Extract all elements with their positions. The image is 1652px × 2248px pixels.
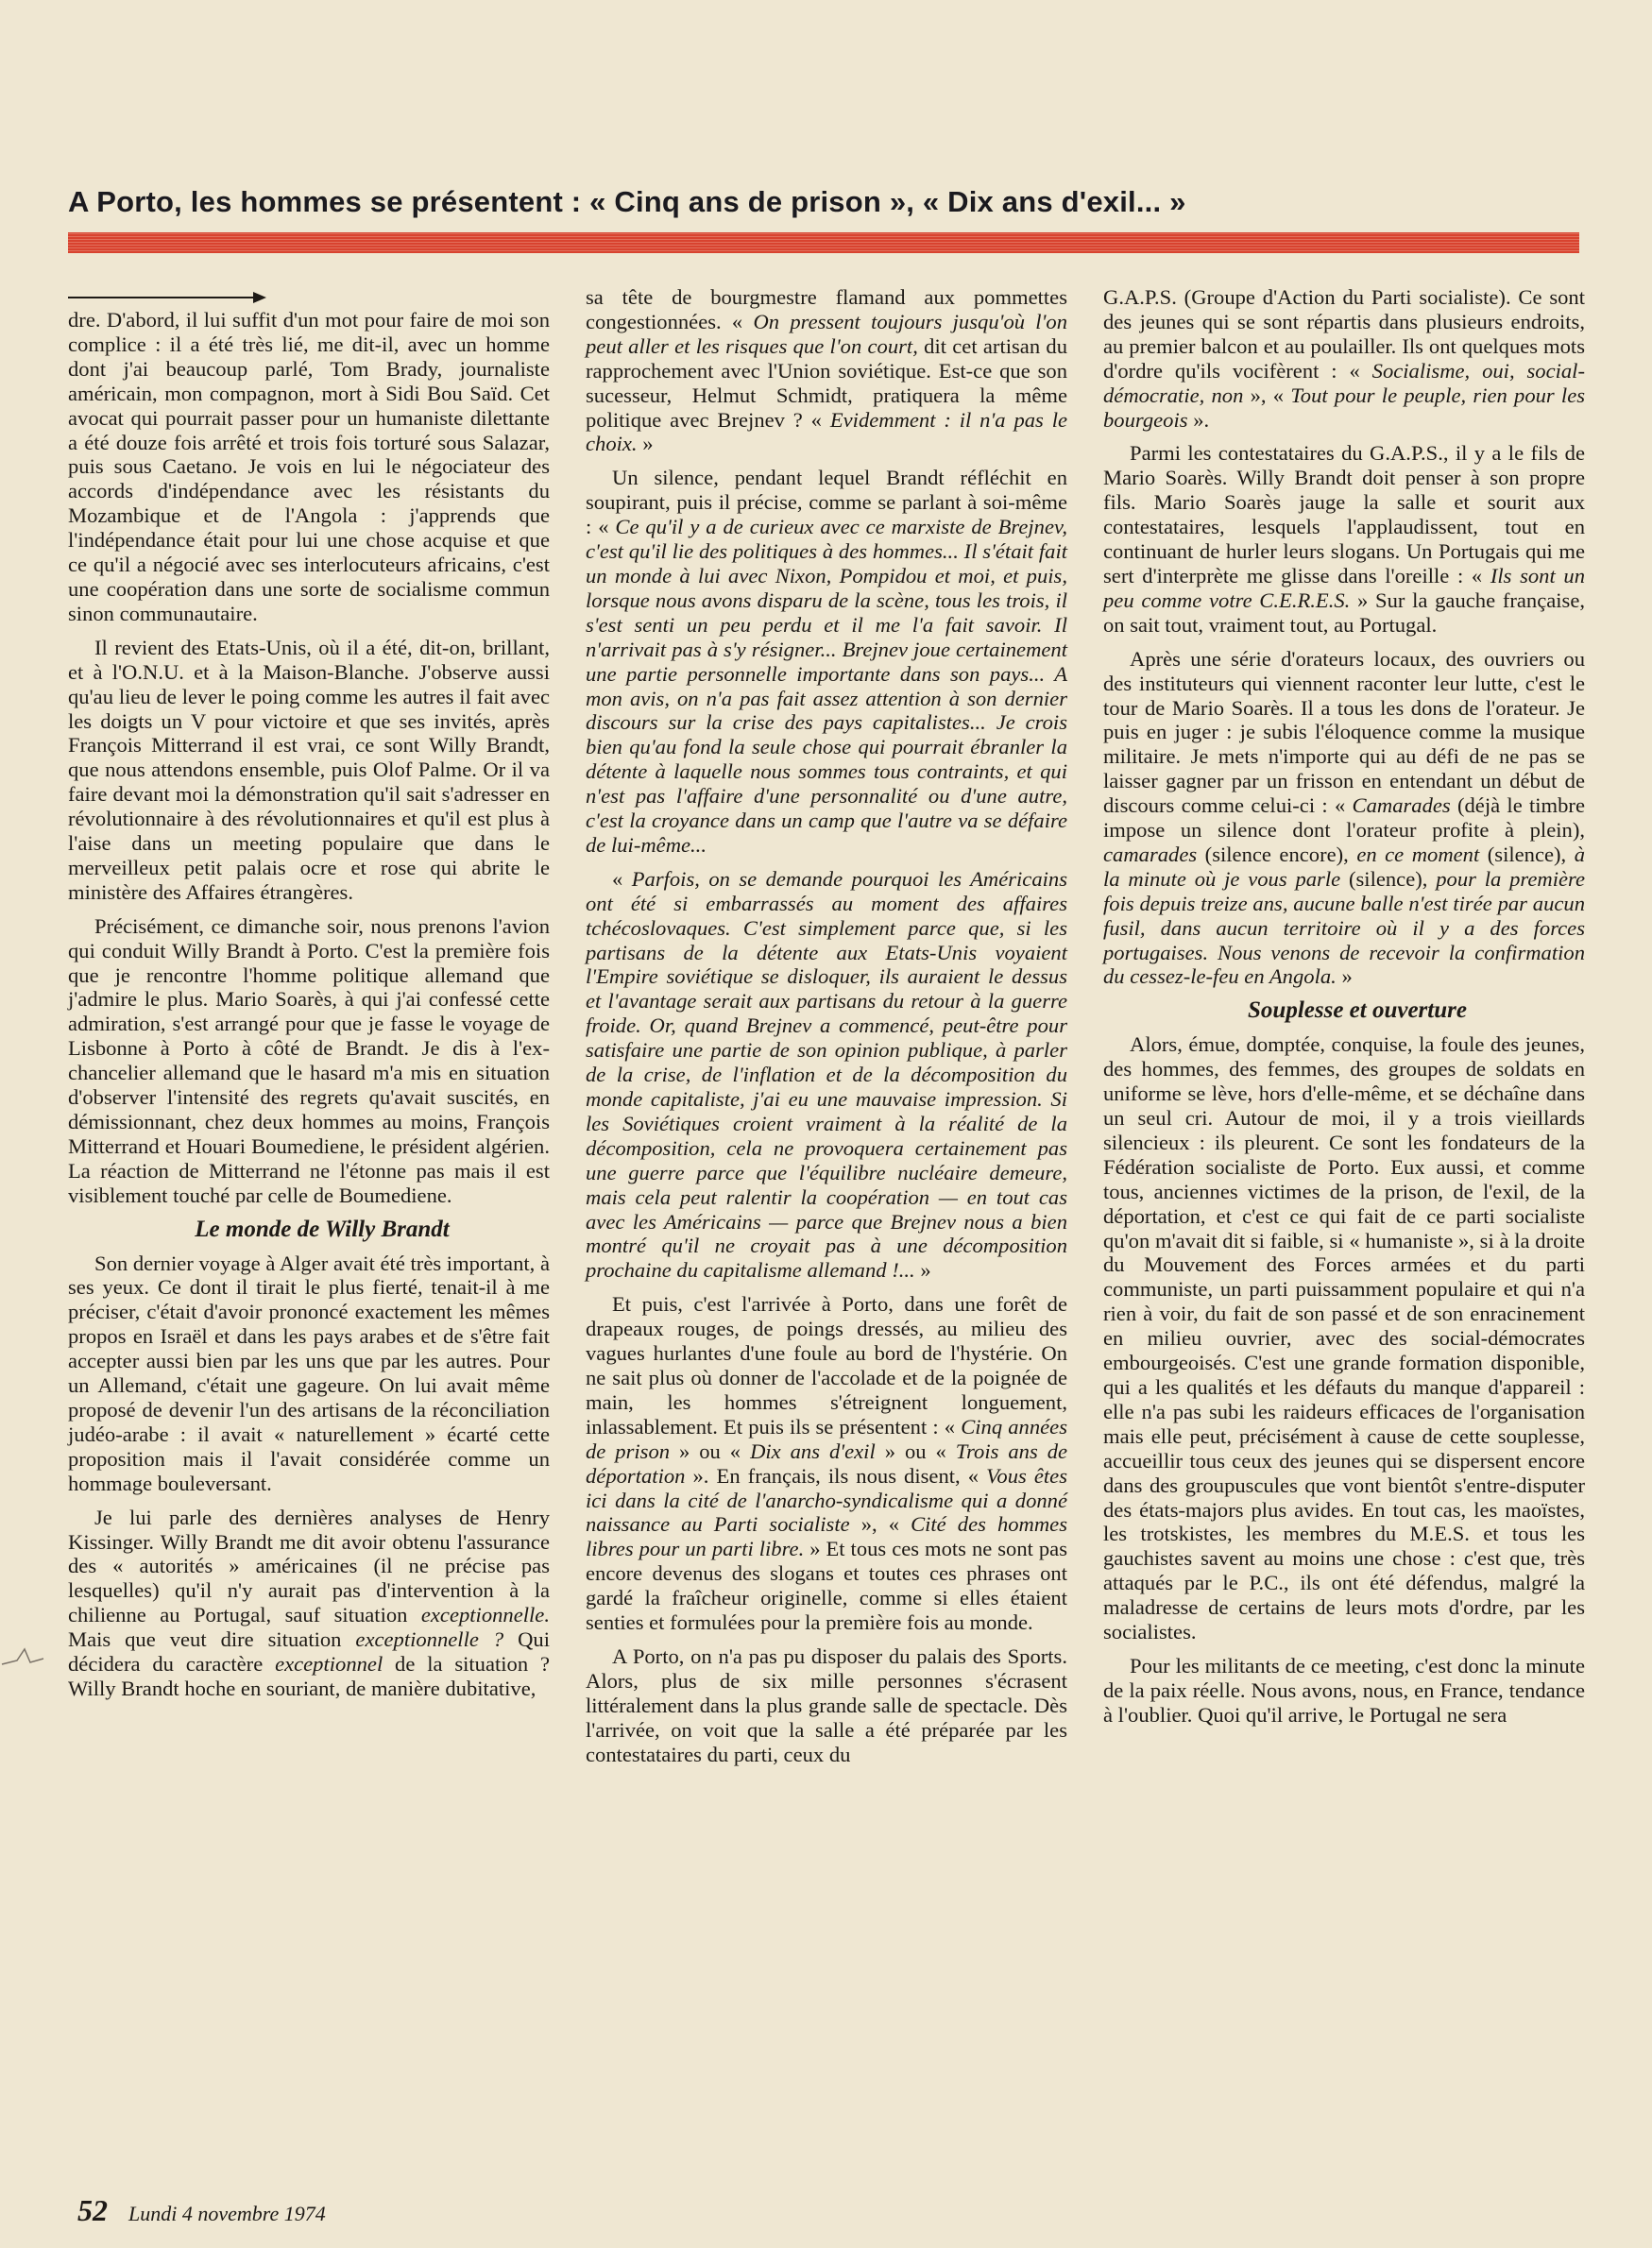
column-1 — [68, 285, 550, 1711]
text-run: » — [637, 432, 654, 456]
column-2 — [586, 285, 1067, 1776]
subheading: Souplesse et ouverture — [1248, 997, 1467, 1024]
page-footer — [77, 2193, 326, 2228]
paragraph: Son dernier voyage à Alger avait été très important, à ses yeux. Ce dont il tirait le plus fierté, tenait-il à me préciser, c'était d'avoir prononcé exactement les mêmes propos en Israël et dans les pays arabes et de s'être fait accepter aussi bien par les uns que par les autres. Pour un Allemand, c'était une gageure. On lui avait même proposé de devenir l'un des artisans de la réconciliation judéo-arabe : il avait « naturellement » écarté cette proposition mais il l'avait considérée comme un hommage bouleversant. — [68, 1251, 550, 1495]
text-run: Un silence, pendant lequel Brandt réfléchit en soupirant, puis il précise, comme se parlant à soi-même : « — [586, 466, 1067, 539]
italic-run: Cité des hommes libres pour un parti libre. — [586, 1512, 1067, 1561]
text-run: Je lui parle des dernières analyses de Henry Kissinger. Willy Brandt me dit avoir obtenu l'assurance des « autorités » américaines (il ne précise pas lesquelles) qu'il n'y aurait pas d'intervention à la chilienne au Portugal, sauf situation — [68, 1505, 550, 1627]
text-run: Mais que veut dire situation — [68, 1627, 356, 1652]
italic-run: Ce qu'il y a de curieux avec ce marxiste de Brejnev, c'est qu'il lie des politiques à des hommes... Il s'était fait un monde à lui avec Nixon, Pompidou et moi, et puis, lorsque nous avons disparu de la scène, tous les trois, il s'est senti un peu perdu et il me l'a fait savoir. Il n'arrivait pas à s'y résigner... Brejnev joue certainement une partie personnelle importante dans son pays... A mon avis, on n'a pas fait assez attention à son dernier discours sur la crise des pays capitalistes... Je crois bien qu'au fond la seule chose qui pourrait ébranler la détente à laquelle nous sommes tous contraints, et qui n'est pas l'affaire d'une personnalité ou d'une autre, c'est la croyance dans un camp que l'autre va se défaire de lui-même... — [586, 515, 1067, 857]
italic-run: Trois ans de déportation — [586, 1439, 1068, 1488]
paragraph — [1103, 441, 1585, 637]
italic-run: Tout pour le peuple, rien pour les bourgeois — [1103, 383, 1586, 432]
column-3 — [1103, 285, 1585, 1737]
paragraph — [1103, 285, 1585, 432]
text-run: Et puis, c'est l'arrivée à Porto, dans une forêt de drapeaux rouges, de poings dressés, au milieu des vagues hurlantes d'une foule au bord de l'hystérie. On ne sait plus où donner de l'accolade et de la poignée de main, les hommes s'étreignent longuement, inlassablement. Et puis ils se présentent : « — [586, 1292, 1067, 1439]
paragraph: Alors, émue, domptée, conquise, la foule des jeunes, des hommes, des femmes, des groupes de soldats en uniforme se lève, hors d'elle-même, et se déchaîne dans un seul cri. Autour de moi, il y a trois vieillards silencieux : ils pleurent. Ce sont les fondateurs de la Fédération socialiste de Porto. Eux aussi, et comme tous, anciennes victimes de la prison, de l'exil, de la déportation, et c'est ce qui fait de ce parti socialiste qu'on m'avait dit si faible, si « humaniste », si à la droite du Mouvement des Forces armées et du parti communiste, un parti puissamment populaire et qui n'a rien à voir, du fait de son passé et de son enracinement en milieu ouvrier, avec des social-démocrates embourgeoisés. C'est une grande formation disponible, qui a les qualités et les défauts du manque d'appareil : elle n'a pas subi les raideurs efficaces de l'organisation mais elle peut, précisément à cause de cette souplesse, accueillir tous ceux des jeunes qui se dispersent encore dans des groupuscules que vont bientôt s'entre-disputer des états-majors plus avides. En tout cas, les maoïstes, les trotskistes, les membres du M.E.S. et tous les gauchistes savent au moins une chose : c'est que, très attaqués par le P.C., ils ont été défendus, malgré la maladresse de certains de leurs mots d'ordre, par les socialistes. — [1103, 1032, 1585, 1644]
paragraph — [586, 285, 1067, 456]
italic-run: Socialisme, oui, social-démocratie, non — [1103, 358, 1585, 407]
italic-run: Ils sont un peu comme votre C.E.R.E.S. — [1103, 563, 1585, 612]
text-run: (silence encore), — [1197, 842, 1357, 866]
paragraph — [68, 1506, 550, 1701]
paragraph: Pour les militants de ce meeting, c'est donc la minute de la paix réelle. Nous avons, nous, en France, tendance à l'oublier. Quoi qu'il arrive, le Portugal ne sera — [1103, 1653, 1585, 1727]
headline: A Porto, les hommes se présentent : « Cinq ans de prison », « Dix ans d'exil... » — [68, 185, 1186, 218]
paragraph — [586, 466, 1067, 858]
italic-run: à la minute où je vous parle — [1103, 842, 1585, 891]
italic-run: en ce moment — [1356, 842, 1480, 866]
text-run: » ou « — [670, 1439, 751, 1463]
paragraph — [586, 867, 1067, 1283]
paragraph — [1103, 647, 1585, 990]
italic-run: Dix ans d'exil — [750, 1439, 876, 1463]
paragraph: Précisément, ce dimanche soir, nous prenons l'avion qui conduit Willy Brandt à Porto. C'est la première fois que je rencontre l'homme politique allemand que j'admire le plus. Mario Soarès, à qui j'ai confessé cette admiration, s'est arrangé pour que je fasse le voyage de Lisbonne à Porto à côté de Brandt. Je dis à l'ex-chancelier allemand que le hasard m'a mis en situation d'observer l'intensité des regrets qu'avait suscités, en démissionnant, chez deux hommes au moins, François Mitterrand et Houari Boumediene, le président algérien. La réaction de Mitterrand ne l'étonne pas mais il est visiblement touché par celle de Boumediene. — [68, 913, 550, 1207]
text-run: sa tête de bourgmestre flamand aux pommettes congestionnées. « — [586, 285, 1067, 333]
text-run: (déjà le timbre impose un silence dont l'orateur profite à plein), — [1103, 793, 1585, 843]
text-run: (silence), — [1479, 842, 1575, 866]
text-run: dit cet artisan du rapprochement avec l'Union soviétique. Est-ce que son sucesseur, Helmut Schmidt, pratiquera la même politique avec Brejnev ? « — [586, 333, 1067, 432]
text-run: G.A.P.S. (Groupe d'Action du Parti socialiste). Ce sont des jeunes qui se sont répartis dans plusieurs endroits, au premier balcon et au poulailler. Ils ont quelques mots d'ordre qu'ils vocifèrent : « — [1103, 285, 1585, 383]
paragraph: Il revient des Etats-Unis, où il a été, dit-on, brillant, et à l'O.N.U. et à la Maison-Blanche. J'observe aussi qu'au lieu de lever le poing comme les autres il fait avec les doigts un V pour victoire et que ses invités, après François Mitterrand il est vrai, ce sont Willy Brandt, que nous attendons ensemble, puis Olof Palme. Or il va faire devant moi la démonstration qu'il sait s'adresser en révolutionnaire à des révolutionnaires et qu'il est plus à l'aise dans un meeting populaire que dans le merveilleux petit palais ocre et rose qui abrite le ministère des Affaires étrangères. — [68, 635, 550, 904]
paragraph: A Porto, on n'a pas pu disposer du palais des Sports. Alors, plus de six mille personnes s'écrasent littéralement dans la plus grande salle de spectacle. Dès l'arrivée, on voit que la salle a été préparée par les contestataires du parti, ceux du — [586, 1643, 1067, 1766]
issue-date: Lundi 4 novembre 1974 — [128, 2202, 326, 2225]
margin-pencil-mark-icon — [0, 1642, 47, 1670]
italic-run: exceptionnel — [275, 1652, 383, 1677]
continuation-arrow-icon — [68, 285, 550, 306]
page-number: 52 — [77, 2193, 108, 2227]
italic-run: exceptionnelle ? — [355, 1627, 504, 1652]
red-rule — [68, 232, 1579, 253]
text-run: », « — [1243, 383, 1291, 407]
text-run: » Et tous ces mots ne sont pas encore devenus des slogans et toutes ces phrases ont gardé la fraîcheur originelle, comme si elles étaient senties et formulées pour la première fois au monde. — [586, 1537, 1068, 1635]
italic-run: Evidemment : il n'a pas le choix. — [586, 407, 1067, 456]
italic-run: pour la première fois depuis treize ans, aucune balle n'est tirée par aucun fusil, dans aucun territoire où il y a des forces portugaises. Nous venons de recevoir la confirmation du cessez-le-feu en Angola. — [1103, 866, 1585, 989]
text-run: » ou « — [875, 1439, 956, 1463]
italic-run: Vous êtes ici dans la cité de l'anarcho-syndicalisme qui a donné naissance au Parti socialiste — [586, 1463, 1067, 1537]
text-run: » — [1336, 964, 1353, 989]
italic-run: Camarades — [1352, 793, 1451, 818]
text-run: Parmi les contestataires du G.A.P.S., il y a le fils de Mario Soarès. Willy Brandt doit penser à son propre fils. Mario Soarès jauge la salle et sourit aux contestataires, lesquels l'applaudissent, tout en continuant de hurler leurs slogans. Un Portugais qui me sert d'interprète me glisse dans l'oreille : « — [1103, 441, 1585, 588]
paragraph — [586, 1292, 1067, 1635]
italic-run: On pressent toujours jusqu'où l'on peut aller et les risques que l'on court, — [586, 309, 1067, 358]
text-run: de la situation ? Willy Brandt hoche en souriant, de manière dubitative, — [68, 1652, 550, 1700]
subheading: Le monde de Willy Brandt — [195, 1216, 450, 1242]
text-run: ». En français, ils nous disent, « — [685, 1463, 987, 1488]
text-run: » Sur la gauche française, on sait tout, vraiment tout, au Portugal. — [1103, 588, 1585, 637]
text-run: Après une série d'orateurs locaux, des ouvriers ou des instituteurs qui viennent raconter leur lutte, c'est le tour de Mario Soarès. Il a tous les dons de l'orateur. Je puis en juger : je subis l'éloquence comme la musique militaire. Je mets n'importe qui au défi de ne pas se laisser gagner par un frisson en entendant un début de discours comme celui-ci : « — [1103, 646, 1585, 818]
text-run: (silence), — [1340, 866, 1437, 891]
text-run: » — [914, 1258, 931, 1283]
paragraph: dre. D'abord, il lui suffit d'un mot pour faire de moi son complice : il a été très lié, me dit-il, avec un homme dont j'ai beaucoup parlé, Tom Brady, journaliste américain, mon compagnon, mort à Sidi Bou Saïd. Cet avocat qui pourrait passer pour un humaniste dilettante a été douze fois arrêté et trois fois torturé sous Salazar, puis sous Caetano. Je vois en lui le négociateur des accords d'indépendance avec les résistants du Mozambique et de l'Angola : j'apprends que l'indépendance était pour lui une chose acquise et que ce qu'il a négocié avec ses interlocuteurs africains, c'est une coopération dans une sorte de socialisme commun sinon communautaire. — [68, 308, 550, 625]
italic-run: camarades — [1103, 842, 1198, 866]
text-run: », « — [849, 1512, 911, 1537]
text-run: « — [612, 866, 632, 891]
text-run: Qui décidera du caractère — [68, 1627, 550, 1677]
italic-run: Parfois, on se demande pourquoi les Américains ont été si embarrassés au moment des affaires tchécoslovaques. C'est simplement parce que, si les partisans de la détente aux Etats-Unis voyaient l'Empire soviétique se disloquer, ils auraient le dessus et l'avantage serait aux partisans du retour à la guerre froide. Or, quand Brejnev a commencé, peut-être pour satisfaire une partie de son opinion publique, à parler de la crise, de l'inflation et de la décomposition du monde capitaliste, j'ai eu une mauvaise impression. Si les Soviétiques croient vraiment à la réalité de la décomposition, cela ne provoquera certainement pas une guerre parce que l'équilibre nucléaire demeure, mais cela peut ralentir la coopération — en tout cas avec les Américains — parce que Brejnev nous a bien montré qu'il ne croyait pas à une décomposition prochaine du capitalisme allemand !... — [586, 866, 1067, 1283]
text-run: ». — [1187, 407, 1210, 432]
italic-run: Cinq années de prison — [586, 1414, 1067, 1463]
italic-run: exceptionnelle. — [420, 1603, 550, 1627]
